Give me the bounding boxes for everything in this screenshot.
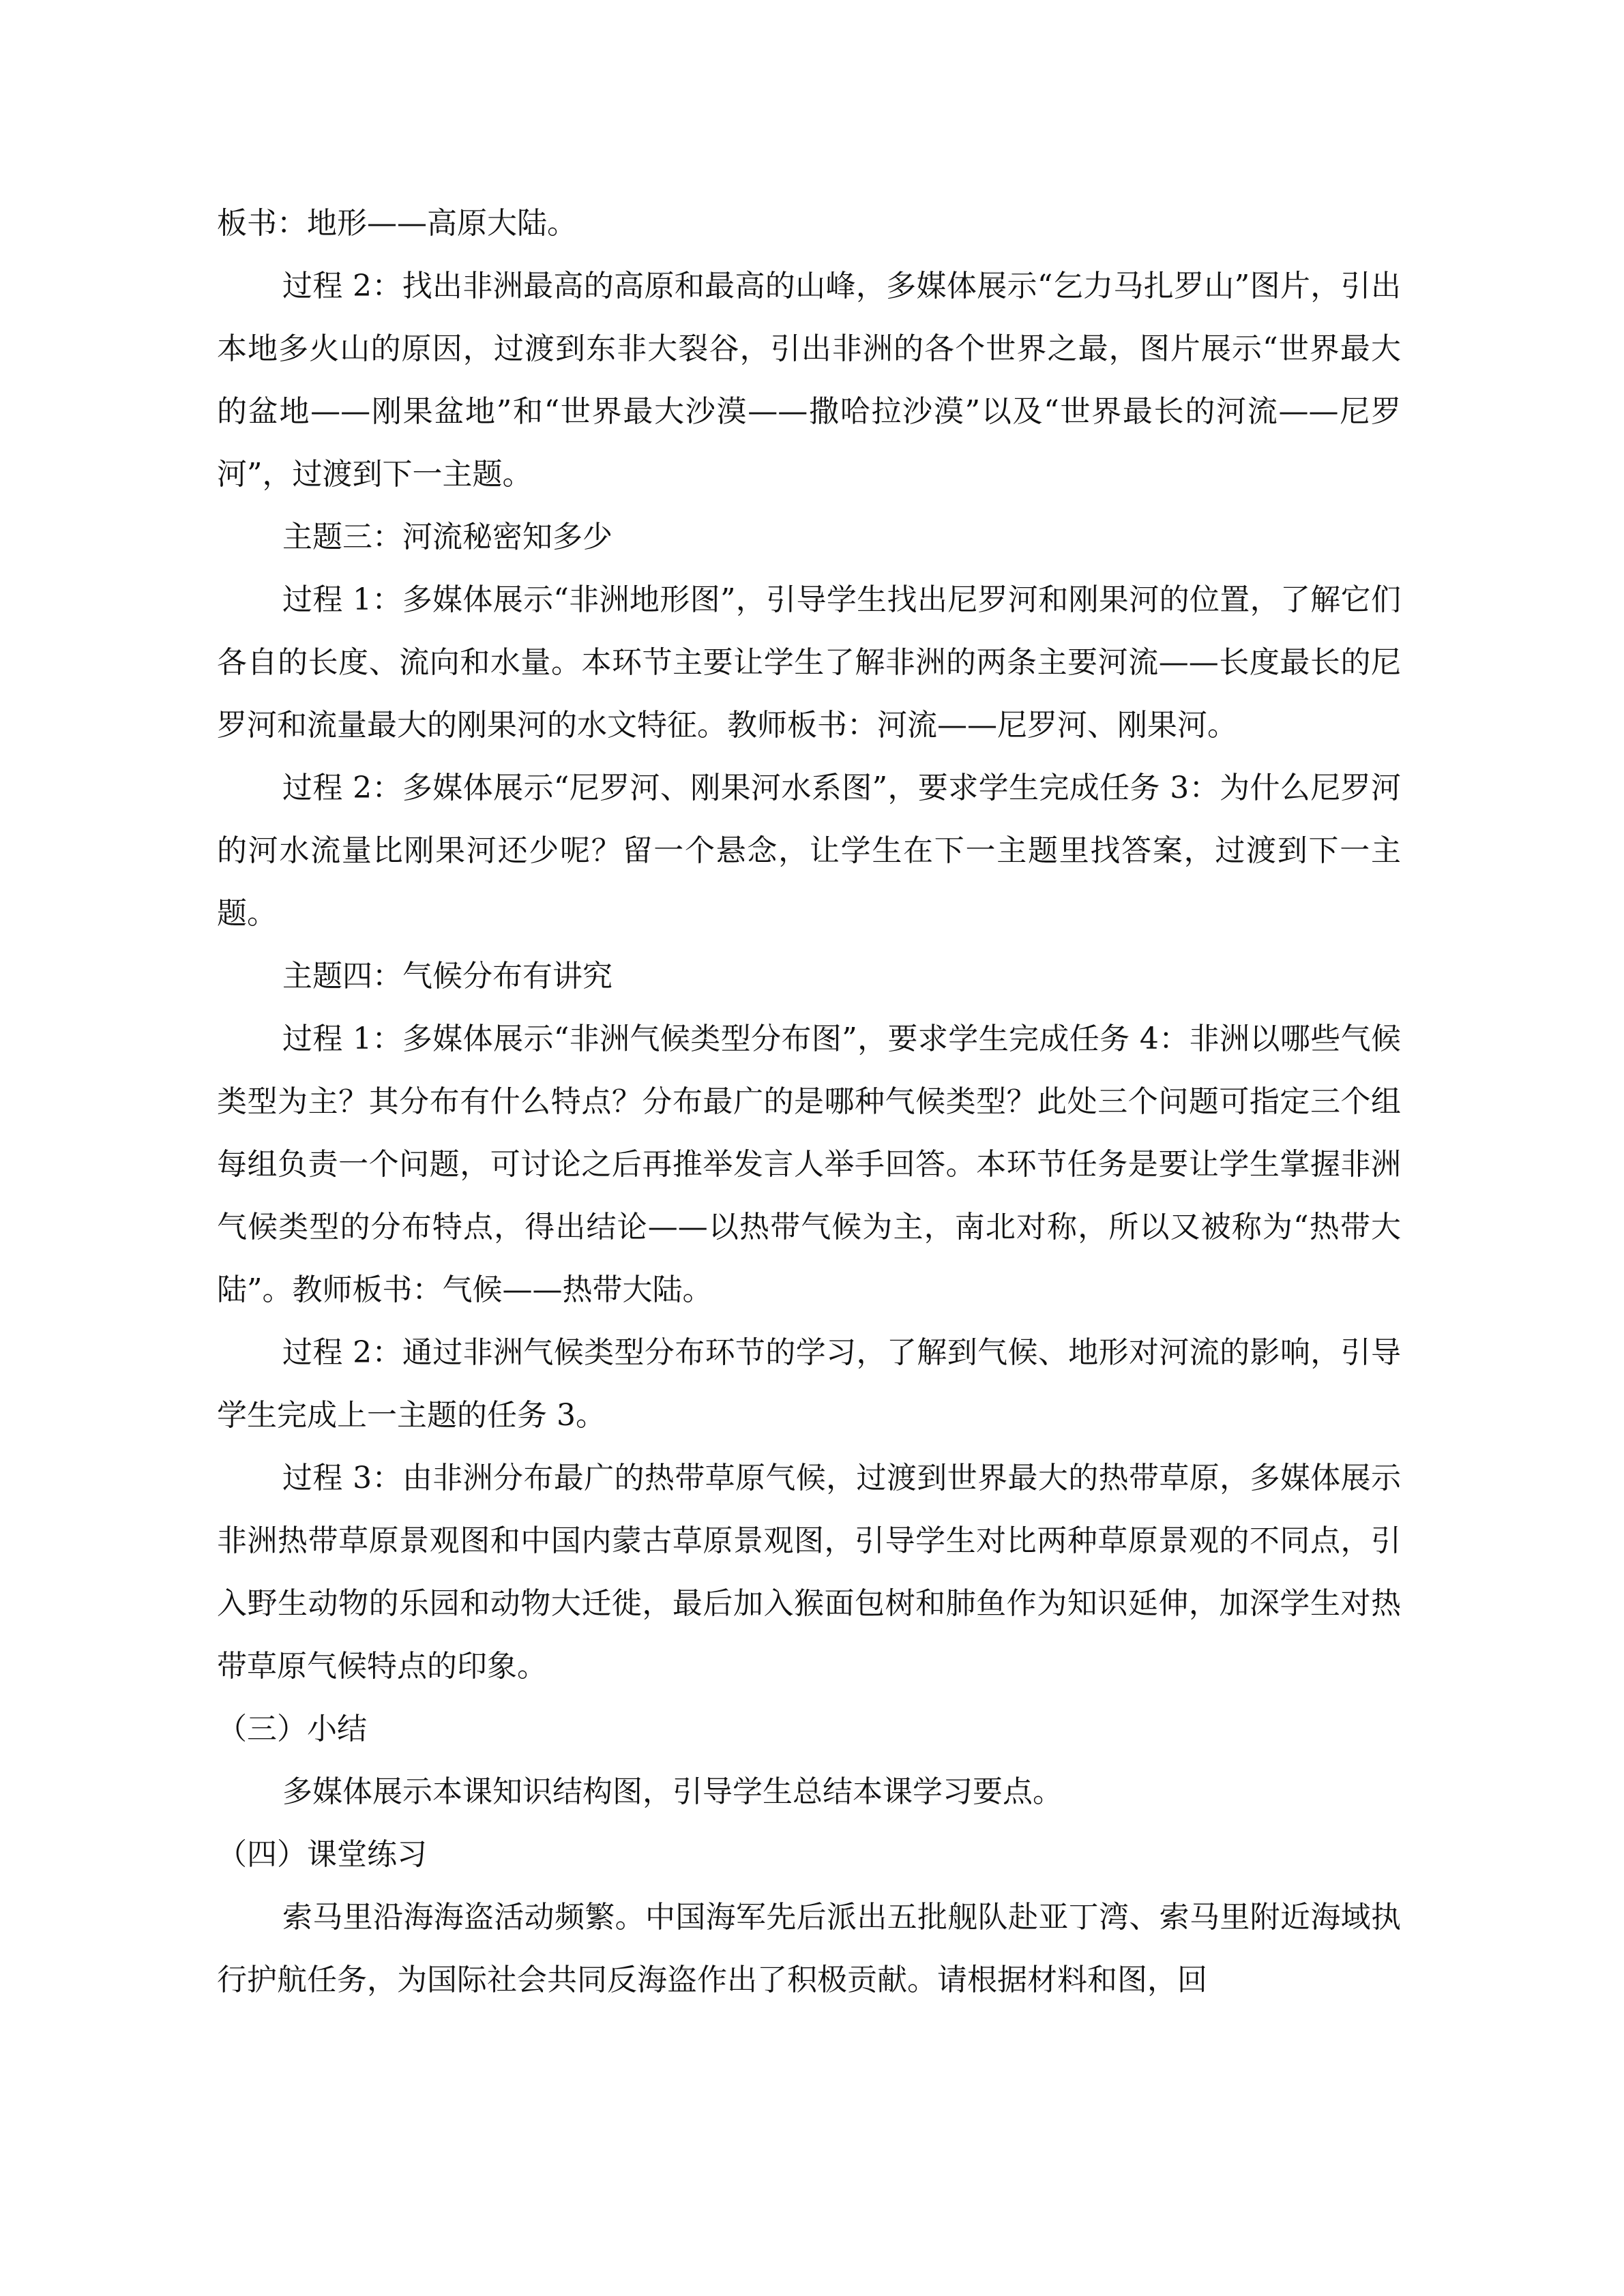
section-summary-heading: （三）小结 <box>217 1712 367 1746</box>
paragraph-practice-somalia: 索马里沿海海盗活动频繁。中国海军先后派出五批舰队赴亚丁湾、索马里附近海域执行护航任务，为国际社会共同反海盗作出了积极贡献。请根据材料和图，回 <box>217 1900 1401 1997</box>
paragraph-topic-3-title: 主题三：河流秘密知多少 <box>282 520 612 554</box>
paragraph-summary: 多媒体展示本课知识结构图，引导学生总结本课学习要点。 <box>282 1774 1063 1809</box>
document-body <box>217 192 1401 2012</box>
paragraph-process-3-savanna: 过程 3：由非洲分布最广的热带草原气候，过渡到世界最大的热带草原，多媒体展示非洲热带草原景观图和中国内蒙古草原景观图，引导学生对比两种草原景观的不同点，引入野生动物的乐园和动物大迁徙，最后加入猴面包树和肺鱼作为知识延伸，加深学生对热带草原气候特点的印象。 <box>217 1461 1401 1684</box>
paragraph-process-1-rivers: 过程 1：多媒体展示“非洲地形图”，引导学生找出尼罗河和刚果河的位置，了解它们各自的长度、流向和水量。本环节主要让学生了解非洲的两条主要河流——长度最长的尼罗河和流量最大的刚果河的水文特征。教师板书：河流——尼罗河、刚果河。 <box>217 582 1401 743</box>
paragraph-blackboard-terrain: 板书：地形——高原大陆。 <box>217 206 577 241</box>
paragraph-topic-4-title: 主题四：气候分布有讲究 <box>282 959 612 994</box>
paragraph-process-2-highest-plateau: 过程 2：找出非洲最高的高原和最高的山峰，多媒体展示“乞力马扎罗山”图片，引出本地多火山的原因，过渡到东非大裂谷，引出非洲的各个世界之最，图片展示“世界最大的盆地——刚果盆地”和“世界最大沙漠——撒哈拉沙漠”以及“世界最长的河流——尼罗河”，过渡到下一主题。 <box>217 269 1401 492</box>
paragraph-process-2-river-system: 过程 2：多媒体展示“尼罗河、刚果河水系图”，要求学生完成任务 3：为什么尼罗河的河水流量比刚果河还少呢？留一个悬念，让学生在下一主题里找答案，过渡到下一主题。 <box>217 771 1401 931</box>
paragraph-process-1-climate: 过程 1：多媒体展示“非洲气候类型分布图”，要求学生完成任务 4：非洲以哪些气候类型为主？其分布有什么特点？分布最广的是哪种气候类型？此处三个问题可指定三个组每组负责一个问题，可讨论之后再推举发言人举手回答。本环节任务是要让学生掌握非洲气候类型的分布特点，得出结论——以热带气候为主，南北对称，所以又被称为“热带大陆”。教师板书：气候——热带大陆。 <box>217 1022 1401 1307</box>
section-practice-heading: （四）课堂练习 <box>217 1837 427 1872</box>
paragraph-process-2-climate-rivers: 过程 2：通过非洲气候类型分布环节的学习，了解到气候、地形对河流的影响，引导学生完成上一主题的任务 3。 <box>217 1335 1401 1433</box>
